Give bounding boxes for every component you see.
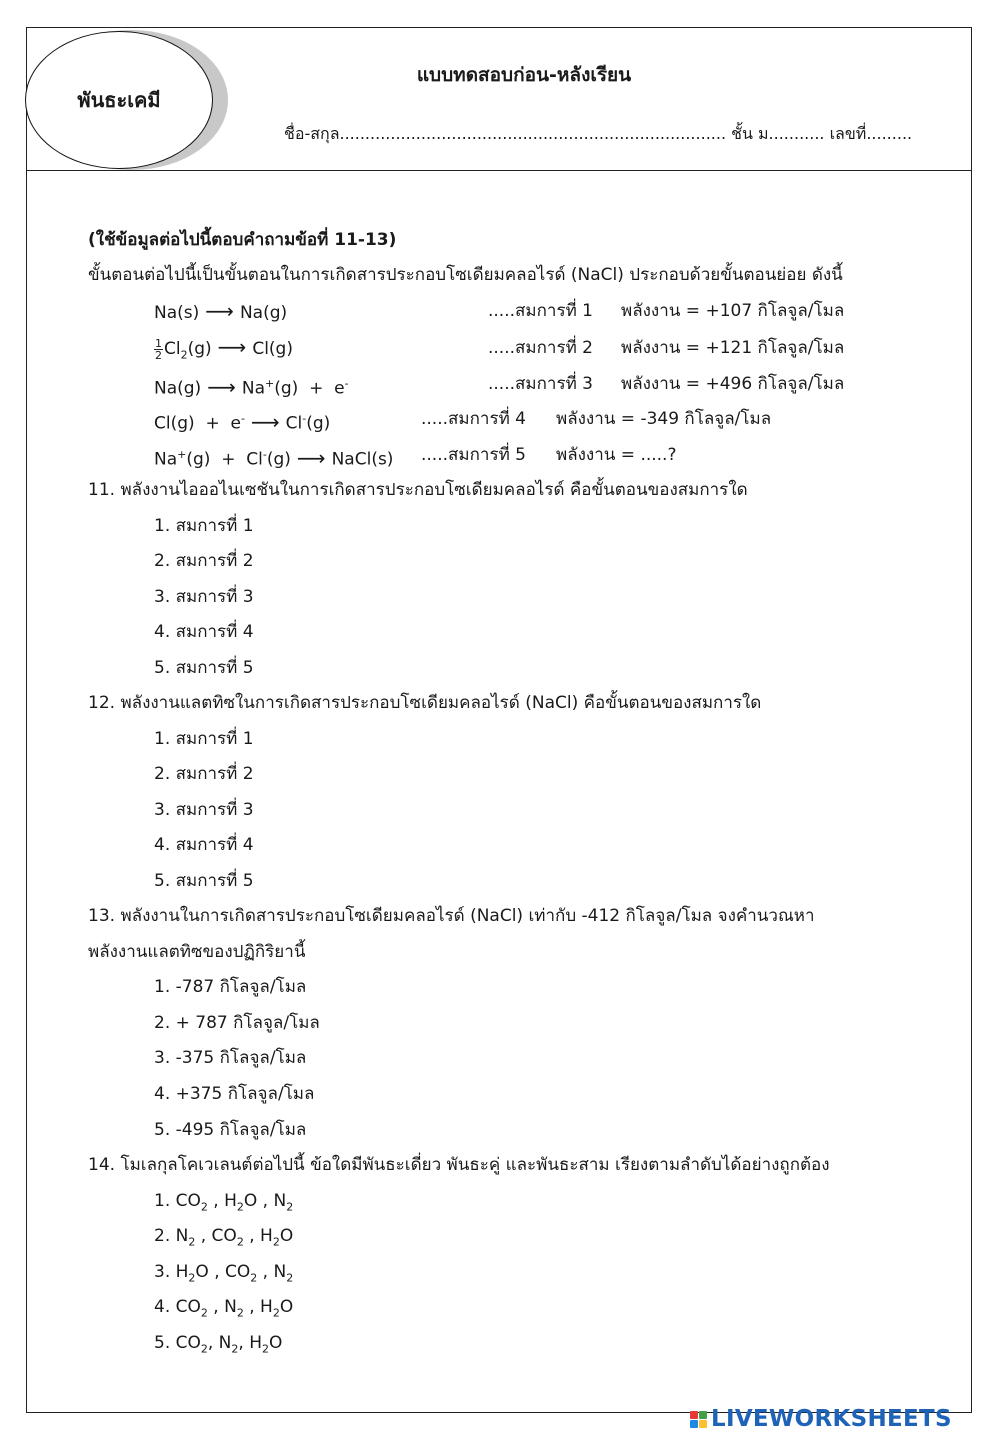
question-13-continued: พลังงานแลตทิซของปฏิกิริยานี้ xyxy=(88,942,306,962)
q11-option-3[interactable]: 3. สมการที่ 3 xyxy=(154,587,254,607)
q14-option-1[interactable]: 1. $CO_2$ , $H_2O$ , $N_2$ xyxy=(154,1191,294,1214)
page-title: แบบทดสอบก่อน-หลังเรียน xyxy=(416,64,632,86)
q12-option-1[interactable]: 1. สมการที่ 1 xyxy=(154,729,254,749)
equation-1-formula: Na(s) ⟶ Na(g) xyxy=(154,299,288,323)
q14-option-5[interactable]: 5. $CO_2$, $N_2$, $H_2O$ xyxy=(154,1333,283,1356)
equation-3-energy: พลังงาน = +496 กิโลจูล/โมล xyxy=(621,374,845,394)
topic-badge xyxy=(25,31,213,169)
topic-badge-label: พันธะเคมี xyxy=(77,88,161,112)
equation-5-label: .....สมการที่ 5 xyxy=(421,445,526,465)
logo-squares-icon xyxy=(690,1411,707,1428)
q13-option-1[interactable]: 1. -787 กิโลจูล/โมล xyxy=(154,977,307,997)
q14-option-3[interactable]: 3. $H_2O$ , $CO_2$ , $N_2$ xyxy=(154,1262,294,1285)
equation-4-label: .....สมการที่ 4 xyxy=(421,409,526,429)
q14-option-4[interactable]: 4. $CO_2$ , $N_2$ , $H_2O$ xyxy=(154,1297,294,1320)
equation-2-formula: $\frac{1}{2}$ $Cl_2(g)$ ⟶ Cl(g) xyxy=(155,335,293,362)
q13-option-3[interactable]: 3. -375 กิโลจูล/โมล xyxy=(154,1048,307,1068)
question-12: 12. พลังงานแลตทิซในการเกิดสารประกอบโซเดียมคลอไรด์ (NaCl) คือขั้นตอนของสมการใด xyxy=(88,693,762,713)
question-14: 14. โมเลกุลโคเวเลนต์ต่อไปนี้ ข้อใดมีพันธะเดี่ยว พันธะคู่ และพันธะสาม เรียงตามลำดับได้อย่างถูกต้อง xyxy=(88,1155,830,1175)
q12-option-3[interactable]: 3. สมการที่ 3 xyxy=(154,800,254,820)
instructions-heading: (ใช้ข้อมูลต่อไปนี้ตอบคำถามข้อที่ 11-13) xyxy=(88,230,397,250)
q13-option-5[interactable]: 5. -495 กิโลจูล/โมล xyxy=(154,1120,307,1140)
q12-option-2[interactable]: 2. สมการที่ 2 xyxy=(154,764,254,784)
q14-option-2[interactable]: 2. $N_2$ , $CO_2$ , $H_2O$ xyxy=(154,1226,294,1249)
q11-option-4[interactable]: 4. สมการที่ 4 xyxy=(154,622,254,642)
equation-3-formula: Na(g) ⟶ Na+(g) + e- xyxy=(154,374,349,399)
q11-option-5[interactable]: 5. สมการที่ 5 xyxy=(154,658,254,678)
equation-4-formula: Cl(g) + e- ⟶ Cl-(g) xyxy=(154,409,331,434)
header-divider xyxy=(26,170,972,171)
liveworksheets-logo[interactable] xyxy=(690,1404,952,1434)
q11-option-2[interactable]: 2. สมการที่ 2 xyxy=(154,551,254,571)
instructions-text: ขั้นตอนต่อไปนี้เป็นขั้นตอนในการเกิดสารประกอบโซเดียมคลอไรด์ (NaCl) ประกอบด้วยขั้นตอนย่อย ดังนี้ xyxy=(88,265,843,285)
q13-option-4[interactable]: 4. +375 กิโลจูล/โมล xyxy=(154,1084,315,1104)
equation-1-energy: พลังงาน = +107 กิโลจูล/โมล xyxy=(621,301,845,321)
q12-option-4[interactable]: 4. สมการที่ 4 xyxy=(154,835,254,855)
q11-option-1[interactable]: 1. สมการที่ 1 xyxy=(154,516,254,536)
logo-text: LIVEWORKSHEETS xyxy=(711,1406,952,1432)
question-11: 11. พลังงานไอออไนเซชันในการเกิดสารประกอบโซเดียมคลอไรด์ คือขั้นตอนของสมการใด xyxy=(88,480,748,500)
q12-option-5[interactable]: 5. สมการที่ 5 xyxy=(154,871,254,891)
equation-2-energy: พลังงาน = +121 กิโลจูล/โมล xyxy=(621,338,845,358)
equation-5-formula: Na+(g) + Cl-(g) ⟶ NaCl(s) xyxy=(154,445,394,470)
equation-4-energy: พลังงาน = -349 กิโลจูล/โมล xyxy=(556,409,772,429)
equation-3-label: .....สมการที่ 3 xyxy=(488,374,593,394)
equation-1-label: .....สมการที่ 1 xyxy=(488,301,593,321)
equation-5-energy: พลังงาน = .....? xyxy=(556,445,677,465)
student-info-line: ชื่อ-สกุล............................................................................ ชั้น ม........... เลขที่......... xyxy=(284,124,913,143)
equation-2-label: .....สมการที่ 2 xyxy=(488,338,593,358)
question-13: 13. พลังงานในการเกิดสารประกอบโซเดียมคลอไรด์ (NaCl) เท่ากับ -412 กิโลจูล/โมล จงคำนวณหา xyxy=(88,906,815,926)
q13-option-2[interactable]: 2. + 787 กิโลจูล/โมล xyxy=(154,1013,320,1033)
